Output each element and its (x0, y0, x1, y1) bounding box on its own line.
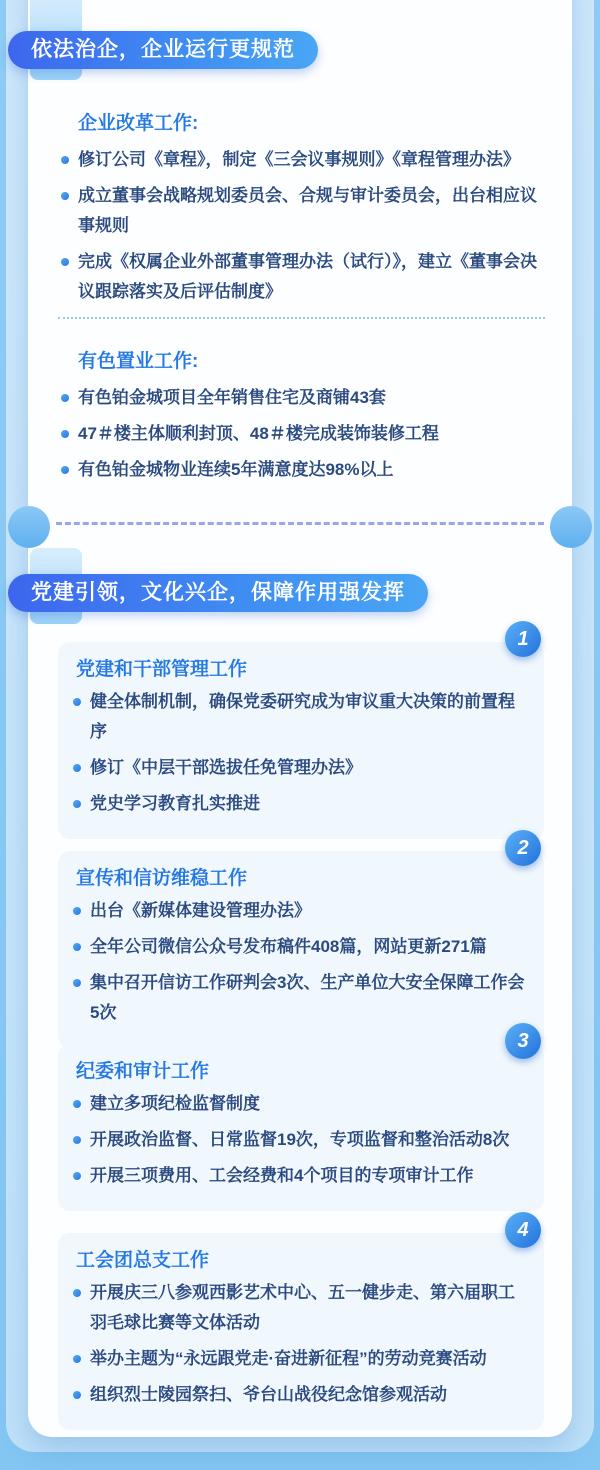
card-title: 工会团总支工作 (76, 1250, 210, 1271)
bullet-list (72, 1278, 530, 1410)
card-number-badge (505, 1023, 541, 1059)
bullet-dot-icon (61, 192, 69, 200)
section2-badge-label: 党建引领，文化兴企，保障作用强发挥 (31, 581, 405, 604)
bullet-list (60, 145, 552, 307)
bullet-dot-icon (73, 764, 81, 772)
section1-badge (8, 31, 318, 69)
bullet-dot-icon (73, 1100, 81, 1108)
group-enterprise-reform (60, 108, 552, 313)
bullet-text: 修订公司《章程》，制定《三会议事规则》《章程管理办法》 (78, 150, 520, 169)
group-title: 有色置业工作: (78, 351, 199, 372)
bullet-text: 全年公司微信公众号发布稿件408篇，网站更新271篇 (90, 937, 487, 956)
bullet-text: 成立董事会战略规划委员会、合规与审计委员会，出台相应议事规则 (78, 186, 537, 235)
group-title: 企业改革工作: (78, 113, 199, 134)
bullet-item (60, 383, 552, 413)
ticket-notch-right (550, 506, 592, 548)
bullet-item (72, 1089, 530, 1119)
bullet-item (72, 932, 530, 962)
bullet-text: 开展庆三八参观西影艺术中心、五一健步走、第六届职工羽毛球比赛等文体活动 (90, 1283, 515, 1332)
bullet-dot-icon (73, 1391, 81, 1399)
bullet-item (72, 968, 530, 1028)
bullet-item (72, 687, 530, 747)
bullet-item (60, 247, 552, 307)
section1-badge-label: 依法治企，企业运行更规范 (31, 38, 295, 61)
bullet-dot-icon (73, 1355, 81, 1363)
dashed-divider (56, 522, 544, 525)
bullet-text: 有色铂金城项目全年销售住宅及商铺43套 (78, 388, 386, 407)
bullet-dot-icon (73, 979, 81, 987)
bullet-text: 修订《中层干部选拔任免管理办法》 (90, 758, 362, 777)
bullet-item (60, 455, 552, 485)
card-number-badge (505, 1212, 541, 1248)
bullet-text: 集中召开信访工作研判会3次、生产单位大安全保障工作会5次 (90, 973, 525, 1022)
bullet-list (72, 896, 530, 1028)
bullet-item (72, 1125, 530, 1155)
bullet-text: 开展政治监督、日常监督19次，专项监督和整治活动8次 (90, 1130, 510, 1149)
card-title: 宣传和信访维稳工作 (76, 868, 248, 889)
work-card-party-building (58, 628, 544, 839)
bullet-text: 组织烈士陵园祭扫、爷台山战役纪念馆参观活动 (90, 1385, 447, 1404)
bullet-item (72, 1278, 530, 1338)
card-number: 4 (517, 1219, 529, 1241)
bullet-text: 有色铂金城物业连续5年满意度达98%以上 (78, 460, 394, 479)
card-number-badge (505, 830, 541, 866)
bullet-text: 开展三项费用、工会经费和4个项目的专项审计工作 (90, 1166, 474, 1185)
work-card-publicity (58, 837, 544, 1048)
card-number-badge (505, 621, 541, 657)
bullet-item (60, 145, 552, 175)
bullet-dot-icon (73, 943, 81, 951)
bullet-text: 举办主题为“永远跟党走·奋进新征程”的劳动竞赛活动 (90, 1349, 487, 1368)
bullet-text: 47＃楼主体顺利封顶、48＃楼完成装饰装修工程 (78, 424, 439, 443)
ticket-notch-left (8, 506, 50, 548)
bullet-dot-icon (73, 907, 81, 915)
bullet-item (60, 181, 552, 241)
bullet-dot-icon (73, 698, 81, 706)
bullet-item (72, 896, 530, 926)
work-card-discipline-audit (58, 1030, 544, 1211)
bullet-dot-icon (73, 1172, 81, 1180)
bullet-list (72, 1089, 530, 1191)
group-real-estate (60, 346, 552, 491)
bullet-list (60, 383, 552, 485)
bullet-dot-icon (61, 156, 69, 164)
bullet-text: 党史学习教育扎实推进 (90, 794, 260, 813)
bullet-dot-icon (61, 258, 69, 266)
bullet-item (60, 419, 552, 449)
bullet-dot-icon (73, 1136, 81, 1144)
work-card-union (58, 1219, 544, 1430)
card-number: 3 (517, 1030, 529, 1052)
card-number: 1 (517, 628, 529, 650)
bullet-text: 完成《权属企业外部董事管理办法（试行）》，建立《董事会决议跟踪落实及后评估制度》 (78, 252, 537, 301)
dotted-divider (58, 317, 545, 319)
card-title: 纪委和审计工作 (76, 1061, 210, 1082)
bullet-dot-icon (73, 800, 81, 808)
bullet-item (72, 1161, 530, 1191)
bullet-dot-icon (73, 1289, 81, 1297)
bullet-text: 建立多项纪检监督制度 (90, 1094, 260, 1113)
bullet-text: 出台《新媒体建设管理办法》 (90, 901, 311, 920)
bullet-item (72, 1380, 530, 1410)
bullet-dot-icon (61, 466, 69, 474)
card-title: 党建和干部管理工作 (76, 659, 248, 680)
section2-badge (8, 574, 428, 612)
bullet-dot-icon (61, 394, 69, 402)
bullet-list (72, 687, 530, 819)
bullet-dot-icon (61, 430, 69, 438)
bullet-text: 健全体制机制，确保党委研究成为审议重大决策的前置程序 (90, 692, 515, 741)
bullet-item (72, 1344, 530, 1374)
bullet-item (72, 789, 530, 819)
bullet-item (72, 753, 530, 783)
card-number: 2 (517, 837, 529, 859)
